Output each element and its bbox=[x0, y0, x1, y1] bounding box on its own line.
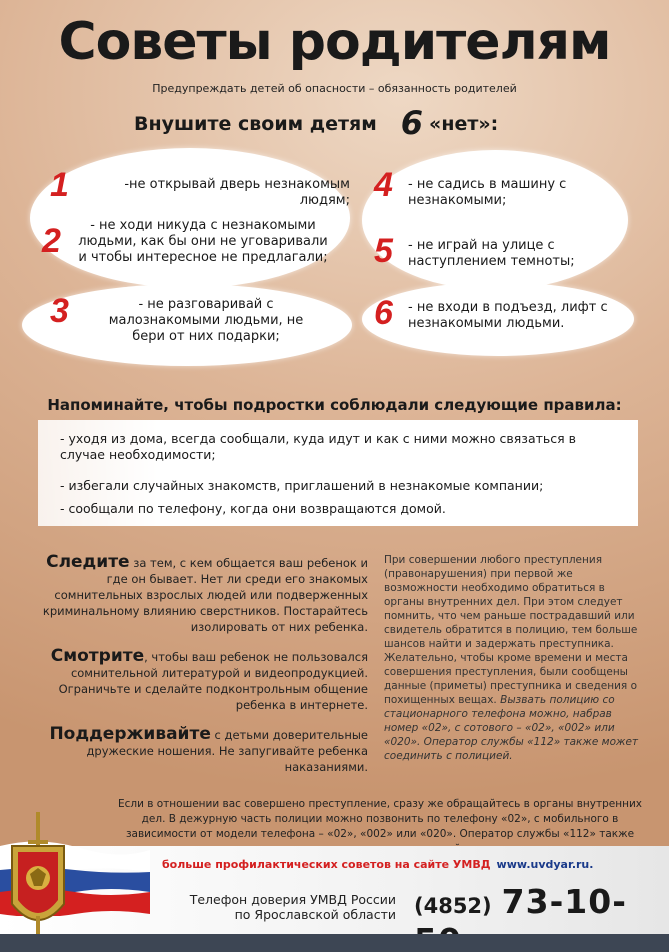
rule-text: - не входи в подъезд, лифт с незнакомыми людьми. bbox=[408, 300, 608, 331]
rule-number: 2 bbox=[42, 222, 61, 260]
rule-text: -не открывай дверь незнакомым людям; bbox=[124, 177, 350, 208]
teens-rule-item: - сообщали по телефону, когда они возвращаются домой. bbox=[60, 501, 446, 516]
footer-bar bbox=[0, 934, 669, 952]
crime-note-text: При совершении любого преступления (правонарушения) при первой же возможности необходимо обратиться в органы внутренних дел. При этом следует помнить, что чем раньше пострадавший или свидетель обратится в полицию, тем больше шансов найти и задержать преступника. Желательно, чтобы кроме времени и места совершения преступления, были сообщены данные (приметы) преступника и сведения о похищенных вещах. bbox=[384, 554, 638, 706]
lead-text: Внушите своим детям bbox=[134, 113, 377, 135]
crime-note-italic: Вызвать полицию со стационарного телефона можно, набрав номер «02», с сотового – «02», «002» или «020». Оператор службы «112» также может соединить с полицией. bbox=[384, 694, 639, 762]
promo-line bbox=[162, 858, 593, 871]
promo-url-link[interactable]: www.uvdyar.ru. bbox=[496, 858, 594, 871]
phone-code: (4852) bbox=[414, 894, 492, 918]
police-emblem-icon bbox=[6, 812, 70, 948]
bottom-note: Если в отношении вас совершено преступление, сразу же обращайтесь в органы внутренних дел. В дежурную часть полиции можно позвонить по телефону «02», с мобильного в зависимости от модели телефона – «02», «002» или «020». Оператор службы «112» также bbox=[117, 798, 643, 840]
page-title: Советы родителям bbox=[58, 12, 611, 72]
advice-text: , чтобы ваш ребенок не пользовался сомнительной литературой и видеопродукцией. Ограничьте и сделайте подконтрольным общение ребенка в интернете. bbox=[58, 650, 368, 712]
rule-number: 4 bbox=[374, 166, 393, 204]
lead-quote: «нет»: bbox=[429, 113, 499, 135]
crime-note bbox=[384, 553, 646, 763]
subtitle: Предупреждать детей об опасности – обязанность родителей bbox=[152, 82, 517, 95]
rule-number: 1 bbox=[50, 166, 69, 204]
advice-text: с детьми доверительные дружеские ношения. Не запугивайте ребенка наказаниями. bbox=[86, 728, 368, 774]
advice-lead: Следите bbox=[46, 552, 130, 572]
rule-text: - не садись в машину с незнакомыми; bbox=[408, 177, 567, 208]
advice-text: за тем, с кем общается ваш ребенок и где он бывает. Нет ли среди его знакомых сомнительных взрослых людей или подверженных криминальному влиянию сверстников. Постарайтесь изолировать от них ребенка. bbox=[42, 556, 368, 634]
rule-number: 3 bbox=[50, 292, 69, 330]
advice-monitor bbox=[40, 648, 368, 713]
hotline-label: Телефон доверия УМВД России по Ярославской области bbox=[189, 892, 396, 922]
teens-heading: Напоминайте, чтобы подростки соблюдали следующие правила: bbox=[47, 396, 622, 414]
advice-watch bbox=[40, 554, 368, 635]
rule-text: - не играй на улице с наступлением темноты; bbox=[408, 238, 575, 269]
rule-number: 6 bbox=[374, 294, 393, 332]
teens-rule-item: - уходя из дома, всегда сообщали, куда идут и как с ними можно связаться в случае необходимости; bbox=[60, 431, 576, 462]
advice-lead: Смотрите bbox=[50, 646, 145, 666]
rule-text: - не ходи никуда с незнакомыми людьми, как бы они не уговаривали и чтобы интересное не предлагали; bbox=[78, 218, 328, 265]
phone-number: 73-10- bbox=[501, 882, 627, 921]
advice-lead: Поддерживайте bbox=[49, 724, 211, 744]
advice-support bbox=[40, 726, 368, 775]
lead-number: 6 bbox=[400, 104, 424, 142]
lead-heading bbox=[134, 100, 499, 142]
rule-number: 5 bbox=[374, 232, 393, 270]
promo-text: больше профилактических советов на сайте УМВД bbox=[162, 858, 491, 871]
teens-rule-item: - избегали случайных знакомств, приглашений в незнакомые компании; bbox=[60, 478, 544, 493]
rule-text: - не разговаривай с малознакомыми людьми, не бери от них подарки; bbox=[108, 297, 304, 344]
